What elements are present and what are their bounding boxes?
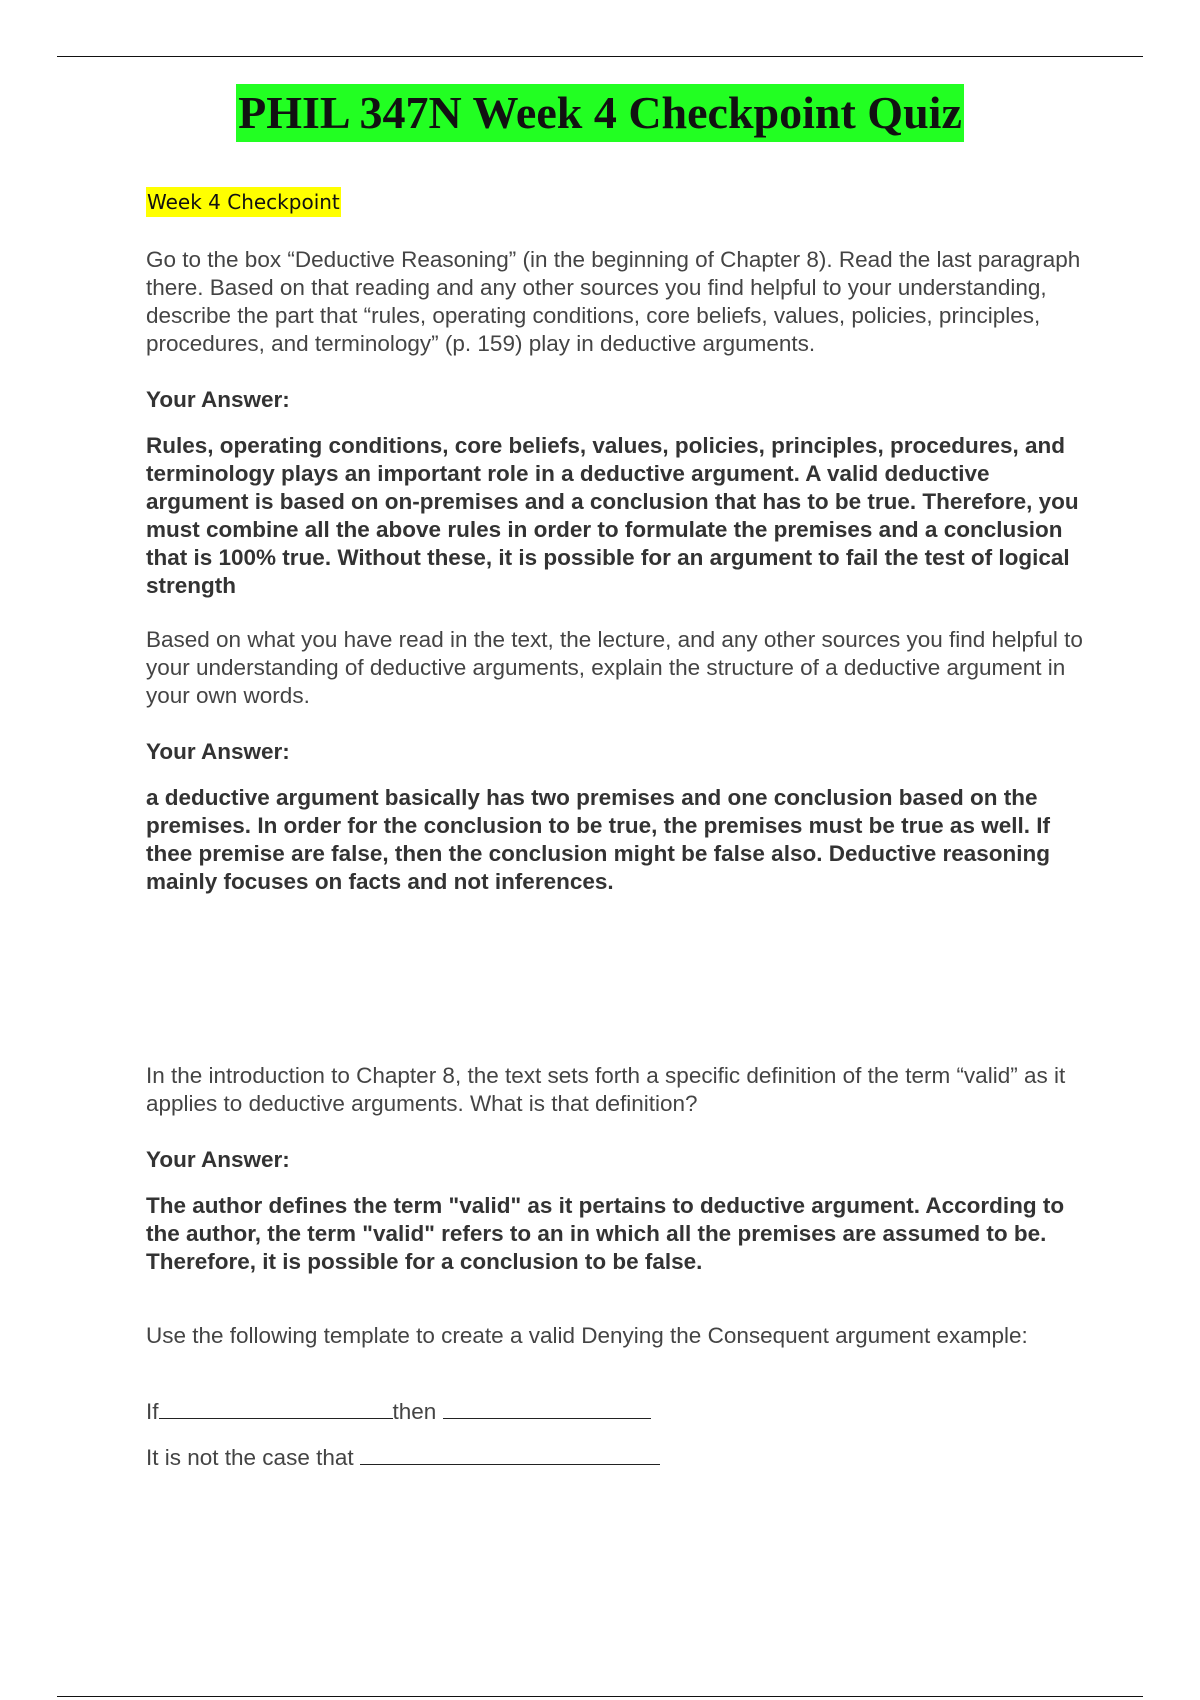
then-blank[interactable] [443, 1396, 651, 1419]
answer-1-label-block [146, 386, 1096, 414]
answer-2 [146, 784, 1096, 896]
answer-1-label: Your Answer: [146, 387, 290, 412]
answer-2-text: a deductive argument basically has two premises and one conclusion based on the premises. In order for the conclusion to be true, the premises must be true as well. If thee premise are false, then the conclusion might be false also. Deductive reasoning mainly focuses on facts and not inferences. [146, 785, 1051, 894]
answer-1 [146, 432, 1096, 600]
template-prompt: Use the following template to create a valid Denying the Consequent argument example: [146, 1323, 1028, 1348]
answer-3 [146, 1192, 1096, 1276]
question-1 [146, 246, 1096, 358]
question-2 [146, 626, 1096, 710]
answer-3-label-block [146, 1146, 1096, 1174]
if-blank[interactable] [159, 1396, 393, 1419]
top-rule [57, 56, 1143, 57]
bottom-rule [57, 1696, 1143, 1697]
not-case-blank[interactable] [360, 1442, 660, 1465]
document-title: PHIL 347N Week 4 Checkpoint Quiz [236, 84, 964, 142]
question-3 [146, 1062, 1096, 1118]
answer-3-text: The author defines the term "valid" as it pertains to deductive argument. According to the author, the term "valid" refers to an in which all the premises are assumed to be. Therefore, it is possible for a conclusion to be false. [146, 1193, 1065, 1274]
question-1-prompt: Go to the box “Deductive Reasoning” (in the beginning of Chapter 8). Read the last paragraph there. Based on that reading and any other sources you find helpful to your understanding, describe the part that “rules, operating conditions, core beliefs, values, policies, principles, procedures, and terminology” (p. 159) play in deductive arguments. [146, 247, 1081, 356]
answer-1-text: Rules, operating conditions, core beliefs, values, policies, principles, procedures, and terminology plays an important role in a deductive argument. A valid deductive argument is based on on-premises and a conclusion that has to be true. Therefore, you must combine all the above rules in order to formulate the premises and a conclusion that is 100% true. Without these, it is possible for an argument to fail the test of logical strength [146, 433, 1079, 598]
answer-3-label: Your Answer: [146, 1147, 290, 1172]
answer-2-label-block [146, 738, 1096, 766]
section-subheading: Week 4 Checkpoint [146, 187, 341, 217]
template-not-case-line [146, 1442, 1096, 1472]
template-question [146, 1322, 1096, 1350]
question-3-prompt: In the introduction to Chapter 8, the text sets forth a specific definition of the term “valid” as it applies to deductive arguments. What is that definition? [146, 1063, 1066, 1116]
if-label: If [146, 1399, 159, 1424]
not-case-label: It is not the case that [146, 1445, 354, 1470]
title-block [0, 84, 1200, 142]
question-2-prompt: Based on what you have read in the text, the lecture, and any other sources you find helpful to your understanding of deductive arguments, explain the structure of a deductive argument in your own words. [146, 627, 1083, 708]
template-if-then-line [146, 1396, 1096, 1426]
then-label: then [392, 1399, 437, 1424]
answer-2-label: Your Answer: [146, 739, 290, 764]
